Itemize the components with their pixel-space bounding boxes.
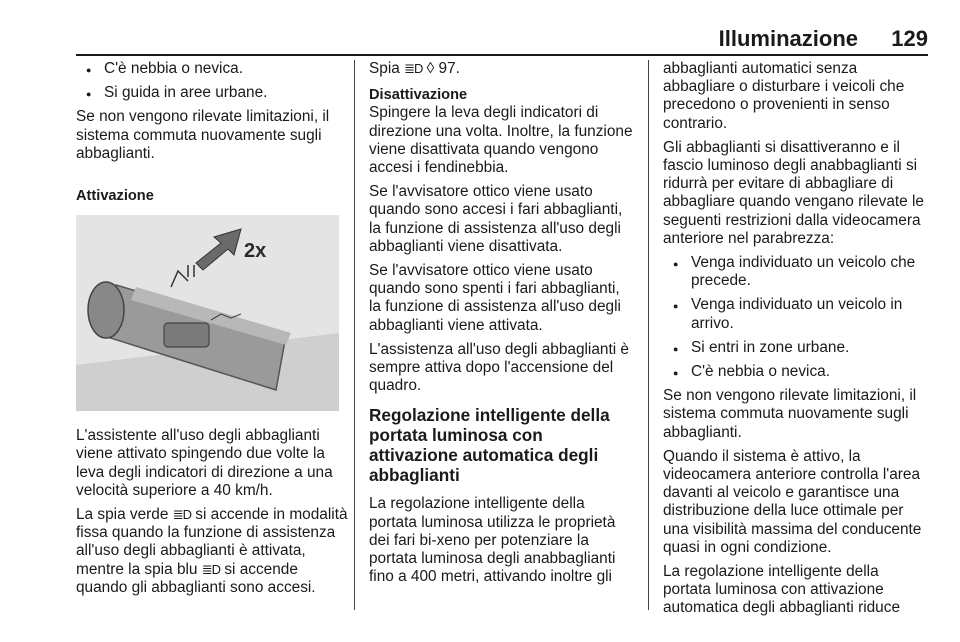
paragraph: L'assistenza all'uso degli abbaglianti è sempre attiva dopo l'accensione del quadro.	[369, 340, 629, 395]
subheading-activation: Attivazione	[76, 188, 154, 205]
paragraph: La regolazione intelligente della portata luminosa con attivazione automatica degli abbaglianti riduce	[663, 563, 900, 617]
paragraph: Se non vengono rilevate limitazioni, il sistema commuta nuovamente sugli abbaglianti.	[76, 108, 330, 162]
paragraph: Quando il sistema è attivo, la videocamera anteriore controlla l'area davanti al veicolo e garantisce una distribuzione della luce ottimale per una visibilità massima del conducente quasi in ogni condizione.	[663, 447, 922, 556]
push-count-label: 2x	[244, 240, 267, 263]
page-header	[76, 26, 928, 52]
column-3	[663, 60, 928, 624]
paragraph: Gli abbaglianti si disattiveranno e il fascio luminoso degli anabbaglianti si ridurrà per evitare di abbagliare di abbagliare quando vengano rilevate le seguenti restrizioni dalla videocamera anteriore nel parabrezza:	[663, 138, 924, 247]
section-heading: Regolazione intelligente della portata luminosa con attivazione automatica degli abbaglianti	[369, 405, 610, 486]
high-beam-indicator-icon: ≣D	[404, 61, 423, 76]
paragraph: La spia verde ≣D si accende in modalità fissa quando la funzione di assistenza all'uso degli abbaglianti è attivata, mentre la spia blu ≣D si accende quando gli abbaglianti sono accesi.	[76, 506, 348, 596]
high-beam-indicator-icon: ≣D	[201, 561, 221, 577]
list-item: ● Si entri in zone urbane.	[663, 339, 928, 357]
paragraph: Se non vengono rilevate limitazioni, il sistema commuta nuovamente sugli abbaglianti.	[663, 387, 917, 441]
high-beam-indicator-icon: ≣D	[172, 507, 191, 523]
column-1	[76, 60, 348, 603]
paragraph: Se l'avvisatore ottico viene usato quando sono accesi i fari abbaglianti, la funzione di assistenza all'uso degli abbaglianti viene disattivata.	[369, 183, 623, 255]
column-divider-1	[354, 60, 355, 610]
paragraph: Spingere la leva degli indicatori di direzione una volta. Inoltre, la funzione viene disattivata quando vengono accesi i fendinebbia.	[369, 104, 633, 177]
column-divider-2	[648, 60, 649, 610]
page-number: 129	[891, 26, 928, 51]
lever-drawing	[76, 215, 339, 411]
paragraph: Se l'avvisatore ottico viene usato quando sono spenti i fari abbaglianti, la funzione di assistenza all'uso degli abbaglianti viene attivata.	[369, 262, 621, 334]
subheading-deactivation: Disattivazione	[369, 87, 468, 104]
paragraph: abbaglianti automatici senza abbagliare o disturbare i veicoli che precedono o provenienti in senso contrario.	[663, 60, 905, 132]
list-item: ● Venga individuato un veicolo in arrivo.	[663, 296, 928, 332]
list-item: ● C'è nebbia o nevica.	[76, 60, 348, 78]
list-item: ● C'è nebbia o nevica.	[663, 363, 928, 381]
page-reference-icon: ◊	[426, 60, 435, 77]
paragraph: La regolazione intelligente della portata luminosa utilizza le proprietà dei fari bi-xeno per potenziare la portata luminosa degli anabbaglianti fino a 400 metri, attivando inoltre gli	[369, 495, 616, 586]
paragraph: L'assistente all'uso degli abbaglianti viene attivato spingendo due volte la leva degli indicatori di direzione a una velocità superiore a 40 km/h.	[76, 427, 333, 499]
header-rule	[76, 54, 928, 56]
list-item: ● Si guida in aree urbane.	[76, 84, 348, 102]
lever-illustration	[76, 215, 339, 411]
section-title: Illuminazione	[718, 26, 858, 51]
indicator-reference: Spia ≣D ◊ 97.	[369, 60, 460, 77]
list-item: ● Venga individuato un veicolo che precede.	[663, 254, 928, 290]
column-2	[369, 60, 635, 592]
